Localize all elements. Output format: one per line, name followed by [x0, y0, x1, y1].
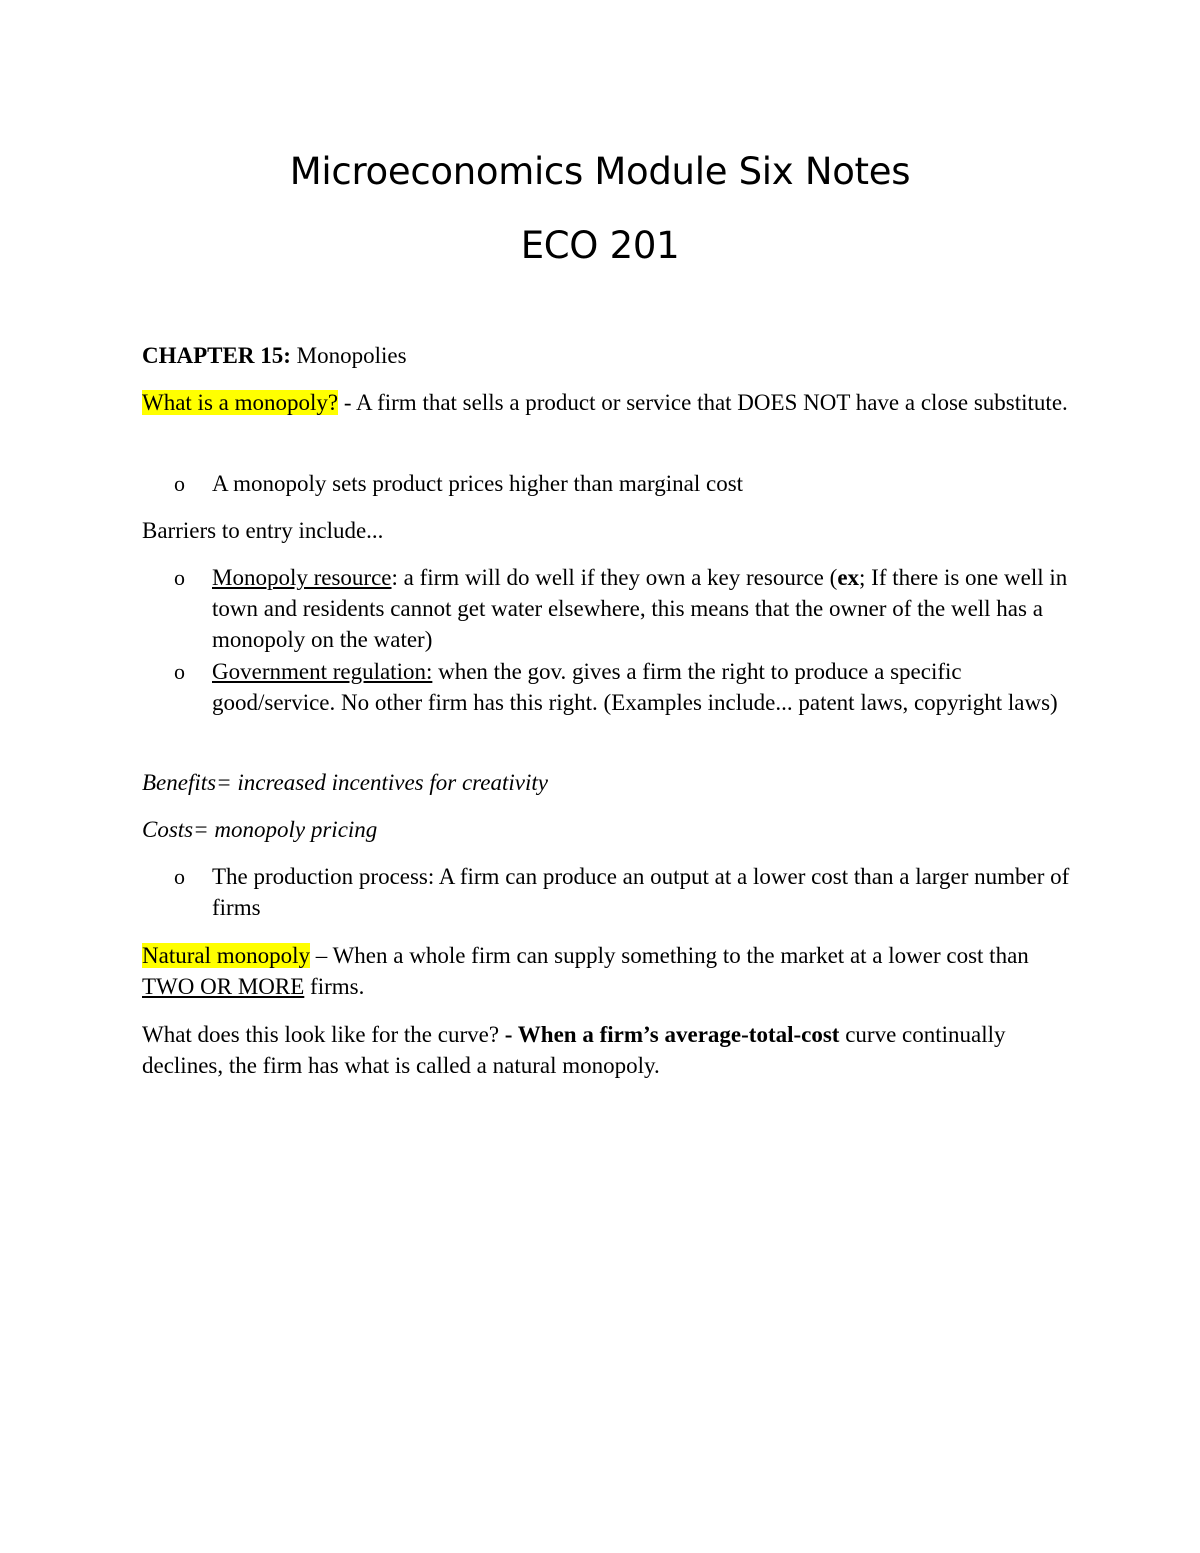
costs-line: Costs= monopoly pricing: [142, 817, 378, 842]
government-regulation-text: when the gov. gives a firm the right to produce a specific good/service. No other firm has this right. (Examples include... patent laws, copyright laws): [212, 659, 1058, 715]
curve-bold-text: When a firm’s average-total-cost: [517, 1022, 840, 1047]
definition-dash: -: [338, 390, 356, 415]
benefits-line: Benefits= increased incentives for creativity: [142, 770, 548, 795]
government-regulation-term: Government regulation:: [212, 659, 433, 684]
natural-monopoly-term-highlight: Natural monopoly: [142, 943, 310, 968]
document-title: Microeconomics Module Six Notes: [289, 150, 911, 193]
bullet-marker: o: [174, 471, 185, 496]
natural-text-before: – When a whole firm can supply something to the market at a lower cost than: [310, 943, 1029, 968]
monopoly-definition: [142, 387, 1072, 418]
curve-question: What does this look like for the curve?: [142, 1022, 500, 1047]
monopoly-term-highlight: What is a monopoly?: [142, 390, 339, 415]
bullet-marker: o: [174, 659, 185, 684]
barriers-intro: Barriers to entry include...: [142, 518, 384, 543]
chapter-heading: [142, 340, 407, 371]
two-or-more-emphasis: TWO OR MORE: [142, 974, 305, 999]
bullet-marker: o: [174, 565, 185, 590]
ex-label: ex: [837, 565, 860, 590]
bullet-production-process: The production process: A firm can produce an output at a lower cost than a larger number of firms: [212, 864, 1070, 920]
chapter-topic: Monopolies: [296, 343, 407, 368]
natural-text-after: firms.: [304, 974, 365, 999]
definition-text: A firm that sells a product or service that DOES NOT have a close substitute.: [356, 390, 1068, 415]
bullet-monopoly-resource: [212, 562, 1082, 655]
bullet-marker: o: [174, 864, 185, 889]
resource-text-after: ; If there is one well in town and residents cannot get water elsewhere, this means that the owner of the well has a monopoly on the water): [212, 565, 1068, 652]
course-code: ECO 201: [520, 224, 680, 267]
monopoly-resource-term: Monopoly resource: [212, 565, 392, 590]
curve-text: curve continually declines, the firm has what is called a natural monopoly.: [142, 1022, 1006, 1078]
chapter-label: CHAPTER 15:: [142, 343, 291, 368]
curve-dash: -: [499, 1022, 518, 1047]
natural-monopoly-definition: [142, 940, 1072, 1002]
bullet-prices: A monopoly sets product prices higher than marginal cost: [212, 471, 744, 496]
resource-text-before: : a firm will do well if they own a key resource (: [391, 565, 838, 590]
bullet-government-regulation: [212, 656, 1082, 718]
curve-explanation: [142, 1019, 1072, 1081]
